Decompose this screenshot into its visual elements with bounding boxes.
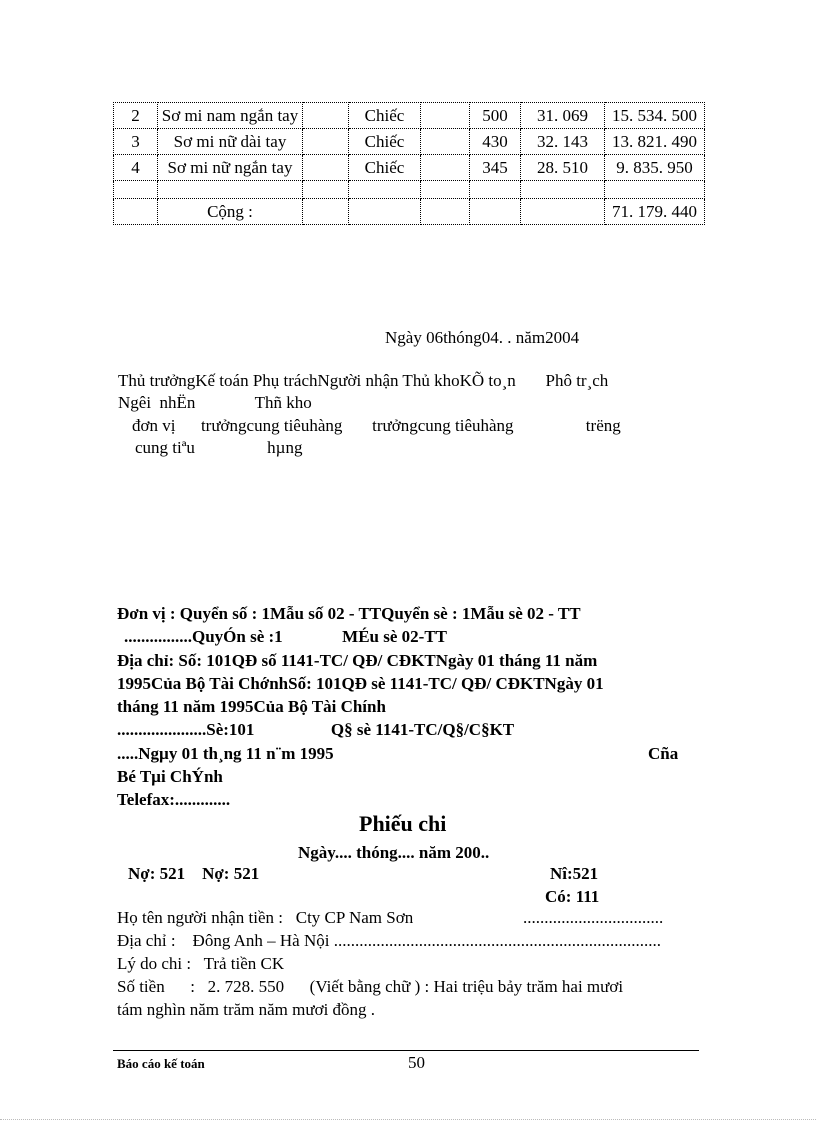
signature-line-4: cung tiªu hµng	[135, 438, 303, 457]
row-qty: 500	[470, 103, 521, 129]
row-name: Sơ mi nam ngắn tay	[158, 103, 303, 129]
row-qty: 430	[470, 129, 521, 155]
items-table	[113, 102, 705, 225]
header-line-7: .....Ngµy 01 th¸ng 11 n¨m 1995	[117, 744, 334, 763]
header-line-6: .....................Sè:101 Q§ sè 1141-TC/Q§/C§KT	[117, 720, 515, 739]
date-line: Ngày 06thóng04. . năm2004	[385, 328, 580, 347]
footer-label: Báo cáo kế toán	[117, 1056, 205, 1071]
table-row-empty	[114, 181, 705, 199]
table-row-total	[114, 199, 705, 225]
header-line-1: Đơn vị : Quyển số : 1Mẫu số 02 - TTQuyển sè : 1Mẫu sè 02 - TT	[117, 604, 581, 623]
voucher-date: Ngày.... thóng.... năm 200..	[298, 843, 490, 862]
address-line: Địa chỉ : Đông Anh – Hà Nội .............................................................................	[117, 931, 661, 950]
row-qty: 345	[470, 155, 521, 181]
row-name: Sơ mi nữ dài tay	[158, 129, 303, 155]
footer-divider	[113, 1050, 699, 1051]
page-title: Phiếu chi	[359, 811, 447, 836]
amount-line-2: tám nghìn năm trăm năm mươi đồng .	[117, 1000, 376, 1019]
recipient-line: Họ tên người nhận tiền : Cty CP Nam Sơn	[117, 908, 414, 927]
table-row	[114, 155, 705, 181]
header-line-4: 1995Của Bộ Tài ChớnhSố: 101QĐ sè 1141-TC/ QĐ/ CĐKTNgày 01	[117, 674, 604, 693]
debit-left: Nợ: 521 Nợ: 521	[128, 864, 260, 883]
row-stt: 4	[114, 155, 158, 181]
row-price: 32. 143	[521, 129, 605, 155]
recipient-dots: .................................	[523, 908, 664, 927]
row-unit: Chiếc	[349, 103, 421, 129]
debit-right: Nî:521	[550, 864, 599, 883]
header-line-5: tháng 11 năm 1995Của Bộ Tài Chính	[117, 697, 386, 716]
amount-line-1: Số tiền : 2. 728. 550 (Viết bằng chữ ) : Hai triệu bảy trăm hai mươi	[117, 977, 624, 996]
total-amount: 71. 179. 440	[605, 199, 705, 225]
row-price: 31. 069	[521, 103, 605, 129]
row-stt: 3	[114, 129, 158, 155]
page-number: 50	[408, 1053, 425, 1072]
header-line-8: Bé Tµi ChÝnh	[117, 767, 223, 786]
row-amount: 9. 835. 950	[605, 155, 705, 181]
total-label: Cộng :	[158, 199, 303, 225]
signature-line-1: Thủ trưởngKế toán Phụ tráchNgười nhận Thủ khoKÕ to¸n Phô tr¸ch	[118, 371, 609, 390]
row-amount: 15. 534. 500	[605, 103, 705, 129]
table-row	[114, 103, 705, 129]
row-price: 28. 510	[521, 155, 605, 181]
signature-line-2: Ngêi nhËn Thñ kho	[118, 393, 312, 412]
credit: Có: 111	[545, 887, 600, 906]
row-name: Sơ mi nữ ngắn tay	[158, 155, 303, 181]
header-line-9: Telefax:.............	[117, 790, 231, 809]
header-line-7-right: Cña	[648, 744, 679, 763]
signature-line-3: đơn vị trưởngcung tiêuhàng trưởngcung tiêuhàng trëng	[132, 416, 621, 435]
page-edge-divider	[0, 1119, 816, 1120]
table-row	[114, 129, 705, 155]
header-line-2: ................QuyÓn sè :1 MÉu sè 02-TT	[124, 627, 448, 646]
header-line-3: Địa chỉ: Số: 101QĐ số 1141-TC/ QĐ/ CĐKTNgày 01 tháng 11 năm	[117, 651, 598, 670]
row-unit: Chiếc	[349, 129, 421, 155]
row-unit: Chiếc	[349, 155, 421, 181]
row-stt: 2	[114, 103, 158, 129]
reason-line: Lý do chi : Trả tiền CK	[117, 954, 285, 973]
row-amount: 13. 821. 490	[605, 129, 705, 155]
